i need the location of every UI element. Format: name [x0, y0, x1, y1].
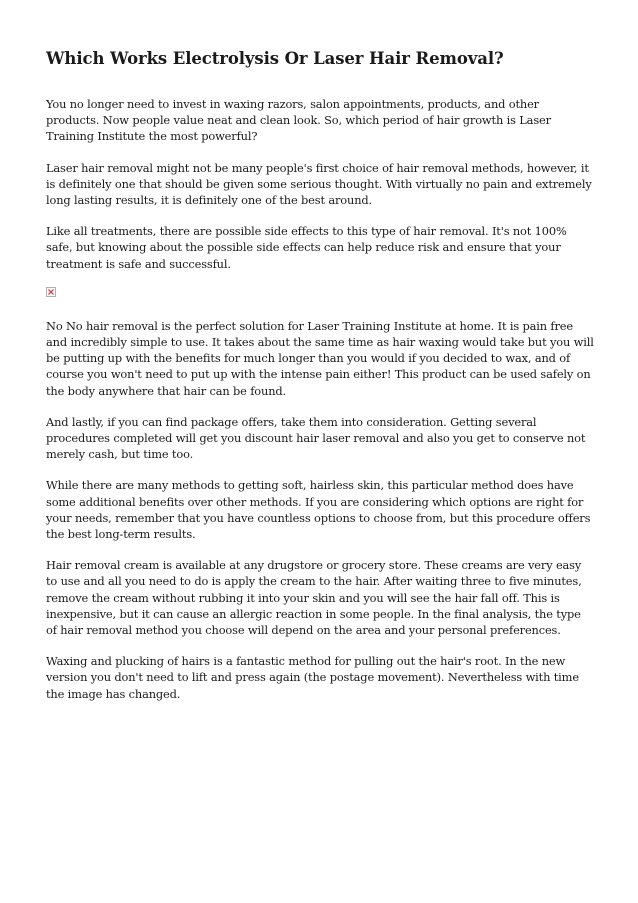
- paragraph-7: Hair removal cream is available at any drugstore or grocery store. These creams are very easy to use and all you need to do is apply the cream to the hair. After waiting three to five minutes, remove the cream without rubbing it into your skin and you will see the hair fall off. This is inexpensive, but it can cause an allergic reaction in some people. In the final analysis, the type of hair removal method you choose will depend on the area and your personal preferences.: [46, 558, 582, 638]
- paragraph-6: While there are many methods to getting soft, hairless skin, this particular method does have some additional benefits over other methods. If you are considering which options are right for your needs, remember that you have countless options to choose from, but this procedure offers the best long-term results.: [46, 478, 591, 542]
- paragraph-1: You no longer need to invest in waxing razors, salon appointments, products, and other products. Now people value neat and clean look. So, which period of hair growth is Laser Training Institute the most powerful?: [46, 97, 551, 144]
- broken-image-icon: [46, 287, 56, 297]
- paragraph-8: Waxing and plucking of hairs is a fantastic method for pulling out the hair's root. In the new version you don't need to lift and press again (the postage movement). Nevertheless with time the image has changed.: [46, 654, 579, 701]
- paragraph-4: No No hair removal is the perfect solution for Laser Training Institute at home. It is pain free and incredibly simple to use. It takes about the same time as hair waxing would take but you will be putting up with the benefits for much longer than you would if you decided to wax, and of course you won't need to put up with the intense pain either! This product can be used safely on the body anywhere that hair can be found.: [46, 318, 594, 398]
- page-title: Which Works Electrolysis Or Laser Hair Removal?: [46, 49, 504, 68]
- paragraph-3: Like all treatments, there are possible side effects to this type of hair removal. It's not 100% safe, but knowing about the possible side effects can help reduce risk and ensure that your treatment is safe and successful.: [46, 224, 567, 271]
- document-page: [46, 48, 594, 717]
- paragraph-2: Laser hair removal might not be many people's first choice of hair removal methods, however, it is definitely one that should be given some serious thought. With virtually no pain and extremely long lasting results, it is definitely one of the best around.: [46, 160, 592, 208]
- paragraph-5: And lastly, if you can find package offers, take them into consideration. Getting several procedures completed will get you discount hair laser removal and also you get to conserve not merely cash, but time too.: [46, 414, 586, 462]
